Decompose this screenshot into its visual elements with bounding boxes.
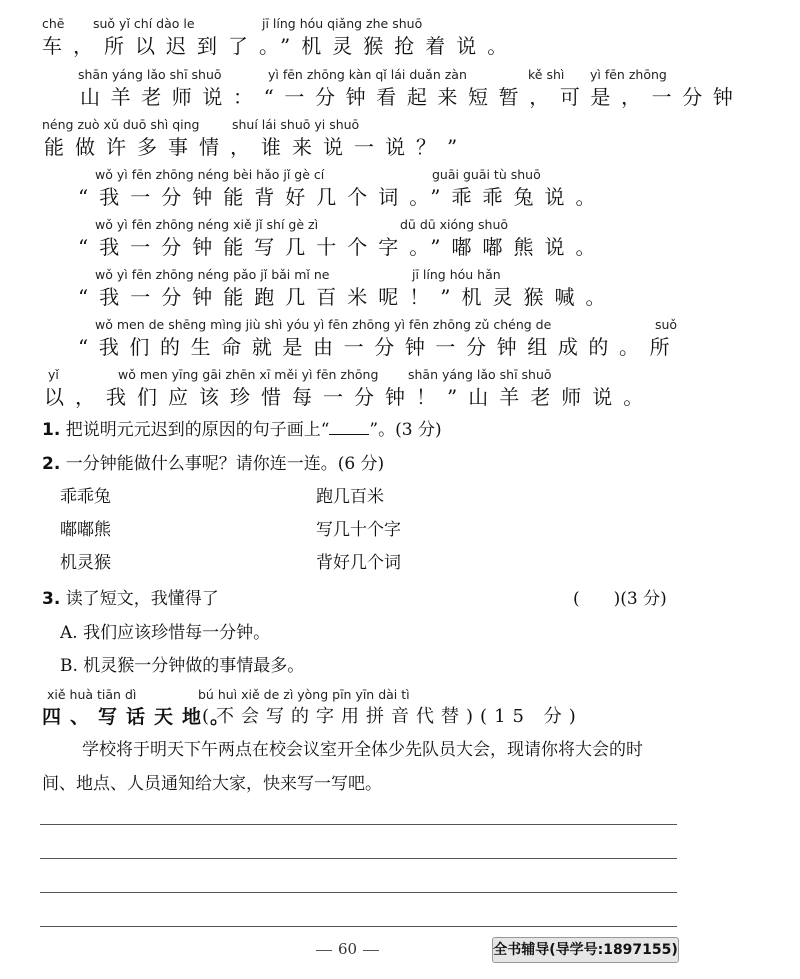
question-3 — [42, 588, 219, 610]
question-1 — [42, 419, 442, 441]
page-number-value: 60 — [338, 940, 358, 958]
answer-slot[interactable]: ( )(3 分) — [573, 589, 667, 609]
story-line: 能做许多事情，谁来说一说？” — [44, 135, 469, 159]
pinyin-segment: jī líng hóu hǎn — [412, 267, 501, 282]
pinyin-segment: wǒ yì fēn zhōng néng bèi hǎo jǐ gè cí — [95, 167, 325, 182]
writing-line[interactable] — [40, 926, 677, 927]
section-note: (不会写的字用拼音代替)(15 分) — [202, 706, 583, 727]
story-line: “我一分钟能跑几百米呢！”机灵猴喊。 — [78, 285, 617, 309]
story-line: “我们的生命就是由一分钟一分钟组成的。所 — [78, 335, 681, 359]
match-left-item[interactable]: 嘟嘟熊 — [60, 520, 111, 540]
answer-blank[interactable] — [329, 420, 369, 435]
option-b[interactable]: B. 机灵猴一分钟做的事情最多。 — [60, 656, 305, 676]
pinyin-segment: yì fēn zhōng — [590, 67, 667, 82]
writing-prompt: 间、地点、人员通知给大家，快来写一写吧。 — [42, 774, 382, 794]
pinyin-segment: suǒ — [655, 317, 678, 332]
pinyin-segment: wǒ men yīng gāi zhēn xī měi yì fēn zhōng — [118, 367, 379, 382]
writing-line[interactable] — [40, 824, 677, 825]
story-line: “我一分钟能写几十个字。”嘟嘟熊说。 — [78, 235, 607, 259]
pinyin-segment: dū dū xióng shuō — [400, 217, 509, 232]
pinyin-segment: guāi guāi tù shuō — [432, 167, 541, 182]
story-line: “我一分钟能背好几个词。”乖乖兔说。 — [78, 185, 607, 209]
section-title: 四、写话天地。 — [42, 706, 239, 728]
page-number-dash — [363, 950, 379, 951]
question-number: 2. — [42, 454, 61, 474]
pinyin-segment: yǐ — [48, 367, 59, 382]
question-text-end: ”。(3 分) — [369, 420, 442, 440]
story-line: 车，所以迟到了。”机灵猴抢着说。 — [42, 34, 519, 58]
match-right-item[interactable]: 背好几个词 — [316, 553, 401, 573]
pinyin-segment: wǒ yì fēn zhōng néng xiě jǐ shí gè zì — [95, 217, 319, 232]
page-number-dash — [316, 950, 332, 951]
pinyin-segment: shān yáng lǎo shī shuō — [408, 367, 552, 382]
pinyin-segment: chē — [42, 16, 65, 31]
pinyin-segment: shān yáng lǎo shī shuō — [78, 67, 222, 82]
pinyin-segment: shuí lái shuō yi shuō — [232, 117, 360, 132]
pinyin-segment: wǒ yì fēn zhōng néng pǎo jǐ bǎi mǐ ne — [95, 267, 330, 282]
question-2 — [42, 453, 384, 475]
pinyin-segment: yì fēn zhōng kàn qǐ lái duǎn zàn — [268, 67, 467, 82]
writing-line[interactable] — [40, 858, 677, 859]
page-number — [310, 940, 385, 958]
match-left-item[interactable]: 机灵猴 — [60, 553, 111, 573]
question-text: 一分钟能做什么事呢？请你连一连。(6 分) — [65, 454, 385, 474]
pinyin-segment: jī líng hóu qiǎng zhe shuō — [262, 16, 423, 31]
match-left-item[interactable]: 乖乖兔 — [60, 487, 111, 507]
pinyin-segment: xiě huà tiān dì — [47, 687, 137, 702]
guide-badge: 全书辅导(导学号:1897155) — [492, 937, 679, 963]
pinyin-segment: kě shì — [528, 67, 565, 82]
question-number: 1. — [42, 420, 61, 440]
story-line: 山羊老师说：“一分钟看起来短暂，可是，一分钟 — [80, 85, 744, 109]
match-right-item[interactable]: 跑几百米 — [316, 487, 384, 507]
pinyin-segment: bú huì xiě de zì yòng pīn yīn dài tì — [198, 687, 410, 702]
pinyin-segment: wǒ men de shēng mìng jiù shì yóu yì fēn zhōng yì fēn zhōng zǔ chéng de — [95, 317, 552, 332]
writing-prompt: 学校将于明天下午两点在校会议室开全体少先队员大会，现请你将大会的时 — [82, 740, 643, 760]
writing-line[interactable] — [40, 892, 677, 893]
pinyin-segment: suǒ yǐ chí dào le — [93, 16, 195, 31]
question-number: 3. — [42, 589, 61, 609]
question-text: 读了短文，我懂得了 — [65, 589, 219, 609]
option-a[interactable]: A. 我们应该珍惜每一分钟。 — [60, 623, 271, 643]
match-right-item[interactable]: 写几十个字 — [316, 520, 401, 540]
pinyin-segment: néng zuò xǔ duō shì qing — [42, 117, 200, 132]
story-line: 以，我们应该珍惜每一分钟！”山羊老师说。 — [44, 385, 655, 409]
question-text: 把说明元元迟到的原因的句子画上“ — [65, 420, 330, 440]
